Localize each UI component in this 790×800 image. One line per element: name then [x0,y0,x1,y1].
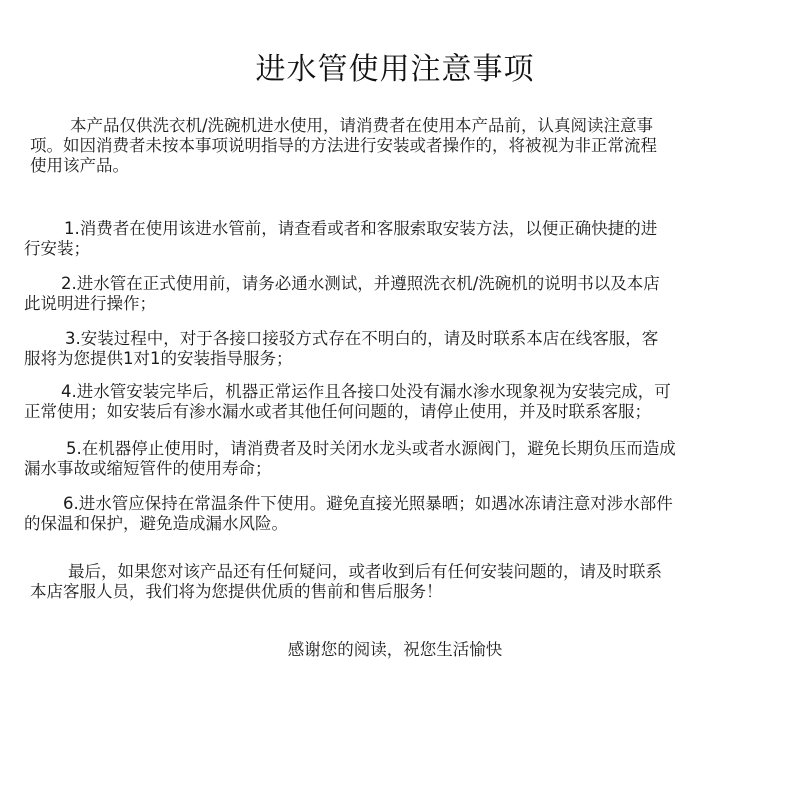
note-item-2-line-2: 此说明进行操作； [24,294,156,313]
page-title: 进水管使用注意事项 [255,52,535,87]
note-item-6-line-1: 6.进水管应保持在常温条件下使用。避免直接光照暴晒；如遇冰冻请注意对涉水部件 [63,494,673,513]
intro-line-3: 使用该产品。 [30,156,129,175]
note-item-2-line-1: 2.进水管在正式使用前，请务必通水测试，并遵照洗衣机/洗碗机的说明书以及本店 [61,274,660,293]
note-item-3-line-2: 服将为您提供1对1的安装指导服务； [24,349,293,368]
note-item-2 [24,274,660,314]
note-item-6 [24,494,673,534]
intro-line-2: 项。如因消费者未按本事项说明指导的方法进行安装或者操作的，将被视为非正常流程 [30,136,657,155]
note-item-1-line-2: 行安装； [24,239,90,258]
note-item-3 [24,329,658,369]
note-item-4-line-1: 4.进水管安装完毕后，机器正常运作且各接口处没有漏水渗水现象视为安装完成，可 [61,382,671,401]
final-note-line-2: 本店客服人员，我们将为您提供优质的售前和售后服务！ [30,582,443,601]
note-item-6-line-2: 的保温和保护，避免造成漏水风险。 [24,514,288,533]
final-note-line-1: 最后，如果您对该产品还有任何疑问，或者收到后有任何安装问题的，请及时联系 [68,562,662,581]
note-item-3-line-1: 3.安装过程中，对于各接口接驳方式存在不明白的，请及时联系本店在线客服，客 [65,329,659,348]
note-item-5 [24,439,676,479]
final-note [30,562,662,602]
closing-message: 感谢您的阅读，祝您生活愉快 [287,640,503,659]
note-item-5-line-1: 5.在机器停止使用时，请消费者及时关闭水龙头或者水源阀门，避免长期负压而造成 [66,439,676,458]
note-item-5-line-2: 漏水事故或缩短管件的使用寿命； [24,459,272,478]
intro-line-1: 本产品仅供洗衣机/洗碗机进水使用，请消费者在使用本产品前，认真阅读注意事 [70,116,654,135]
note-item-4-line-2: 正常使用；如安装后有渗水漏水或者其他任何问题的，请停止使用，并及时联系客服； [24,402,651,421]
note-item-4 [24,382,671,422]
note-item-1-line-1: 1.消费者在使用该进水管前，请查看或者和客服索取安装方法，以便正确快捷的进 [64,219,658,238]
note-item-1 [24,219,657,259]
intro-paragraph [30,116,657,176]
